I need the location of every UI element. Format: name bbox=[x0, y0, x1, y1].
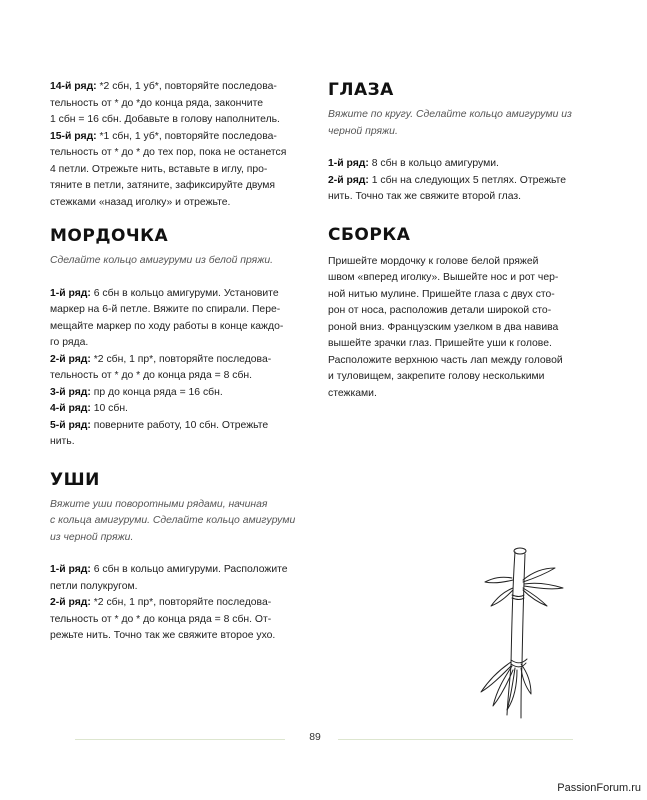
row-line: петли полукругом. bbox=[50, 580, 138, 592]
text-line: вышейте зрачки глаз. Пришейте уши к голове. bbox=[328, 338, 552, 349]
intro-line: из черной пряжи. bbox=[50, 531, 134, 543]
intro-line: с кольца амигуруми. Сделайте кольцо амигуруми bbox=[50, 515, 296, 526]
text-line: швом «вперед иголку». Вышейте нос и рот чер- bbox=[328, 272, 559, 283]
row-line: 5-й ряд: поверните работу, 10 сбн. Отрежьте bbox=[50, 419, 269, 431]
row-line: 15-й ряд: *1 сбн, 1 уб*, повторяйте последова- bbox=[50, 130, 277, 142]
row-line: 4 петли. Отрежьте нить, вставьте в иглу, про- bbox=[50, 163, 268, 175]
ears-intro bbox=[50, 497, 315, 547]
text-line: ной нитью мулине. Пришейте глаза с двух сто- bbox=[328, 288, 555, 300]
text-line: Расположите верхнюю часть лап между головой bbox=[328, 354, 563, 366]
text-line: стежками. bbox=[328, 387, 377, 399]
row-line: мещайте маркер по ходу работы в конце каждо- bbox=[50, 320, 284, 332]
eyes-rows bbox=[328, 156, 593, 206]
ears-heading: УШИ bbox=[50, 469, 100, 490]
page-number: 89 bbox=[309, 732, 321, 743]
row-line: 3-й ряд: пр до конца ряда = 16 сбн. bbox=[50, 386, 223, 398]
row-line: 1-й ряд: 6 сбн в кольцо амигуруми. Расположите bbox=[50, 564, 288, 575]
right-column bbox=[328, 79, 593, 402]
eyes-intro bbox=[328, 107, 593, 140]
row-line: тяните в петли, затяните, зафиксируйте двумя bbox=[50, 180, 276, 191]
footer-divider-left bbox=[75, 739, 285, 740]
intro-line: Вяжите уши поворотными рядами, начиная bbox=[50, 498, 268, 510]
row-line: 2-й ряд: *2 сбн, 1 пр*, повторяйте последова- bbox=[50, 597, 272, 608]
assembly-heading: СБОРКА bbox=[328, 224, 411, 245]
row-line: 14-й ряд: *2 сбн, 1 уб*, повторяйте последова- bbox=[50, 81, 277, 92]
row-line: режьте нить. Точно так же свяжите второе ухо. bbox=[50, 630, 276, 641]
row-line: маркер на 6-й петле. Вяжите по спирали. Пере- bbox=[50, 304, 281, 315]
footer-divider-right bbox=[338, 739, 573, 740]
row-line: стежками «назад иголку» и отрежьте. bbox=[50, 196, 231, 208]
row-line: 1 сбн = 16 сбн. Добавьте в голову наполнитель. bbox=[50, 114, 280, 125]
row-line: 2-й ряд: 1 сбн на следующих 5 петлях. Отрежьте bbox=[328, 174, 567, 186]
muzzle-intro: Сделайте кольцо амигуруми из белой пряжи. bbox=[50, 255, 274, 266]
row-line: 1-й ряд: 8 сбн в кольцо амигуруми. bbox=[328, 158, 499, 169]
text-line: Пришейте мордочку к голове белой пряжей bbox=[328, 255, 539, 267]
row-line: 4-й ряд: 10 сбн. bbox=[50, 403, 128, 414]
row-line: тельность от * до * до тех пор, пока не останется bbox=[50, 147, 287, 158]
row-line: тельность от * до *до конца ряда, закончите bbox=[50, 97, 264, 109]
text-line: роной вниз. Французским узелком в два навива bbox=[328, 321, 559, 333]
row-line: 1-й ряд: 6 сбн в кольцо амигуруми. Установите bbox=[50, 287, 279, 299]
row-line: тельность от * до * до конца ряда = 8 сбн. bbox=[50, 370, 253, 381]
ears-rows bbox=[50, 562, 315, 645]
muzzle-heading: МОРДОЧКА bbox=[50, 226, 169, 246]
left-column bbox=[50, 79, 315, 645]
intro-line: Вяжите по кругу. Сделайте кольцо амигуруми из bbox=[328, 109, 572, 120]
rows-block-head bbox=[50, 79, 315, 211]
bamboo-illustration bbox=[455, 540, 585, 720]
muzzle-rows bbox=[50, 286, 315, 451]
eyes-heading: ГЛАЗА bbox=[328, 80, 394, 100]
row-line: тельность от * до * до конца ряда = 8 сбн. От- bbox=[50, 613, 272, 625]
row-line: го ряда. bbox=[50, 337, 89, 348]
text-line: рон от носа, расположив детали широкой сто- bbox=[328, 305, 552, 316]
row-line: нить. bbox=[50, 436, 75, 447]
row-line: 2-й ряд: *2 сбн, 1 пр*, повторяйте последова- bbox=[50, 353, 272, 365]
intro-line: черной пряжи. bbox=[328, 125, 398, 137]
text-line: и туловищем, закрепите голову несколькими bbox=[328, 371, 545, 382]
assembly-text bbox=[328, 254, 593, 403]
watermark: PassionForum.ru bbox=[557, 782, 641, 794]
row-line: нить. Точно так же свяжите второй глаз. bbox=[328, 191, 522, 202]
